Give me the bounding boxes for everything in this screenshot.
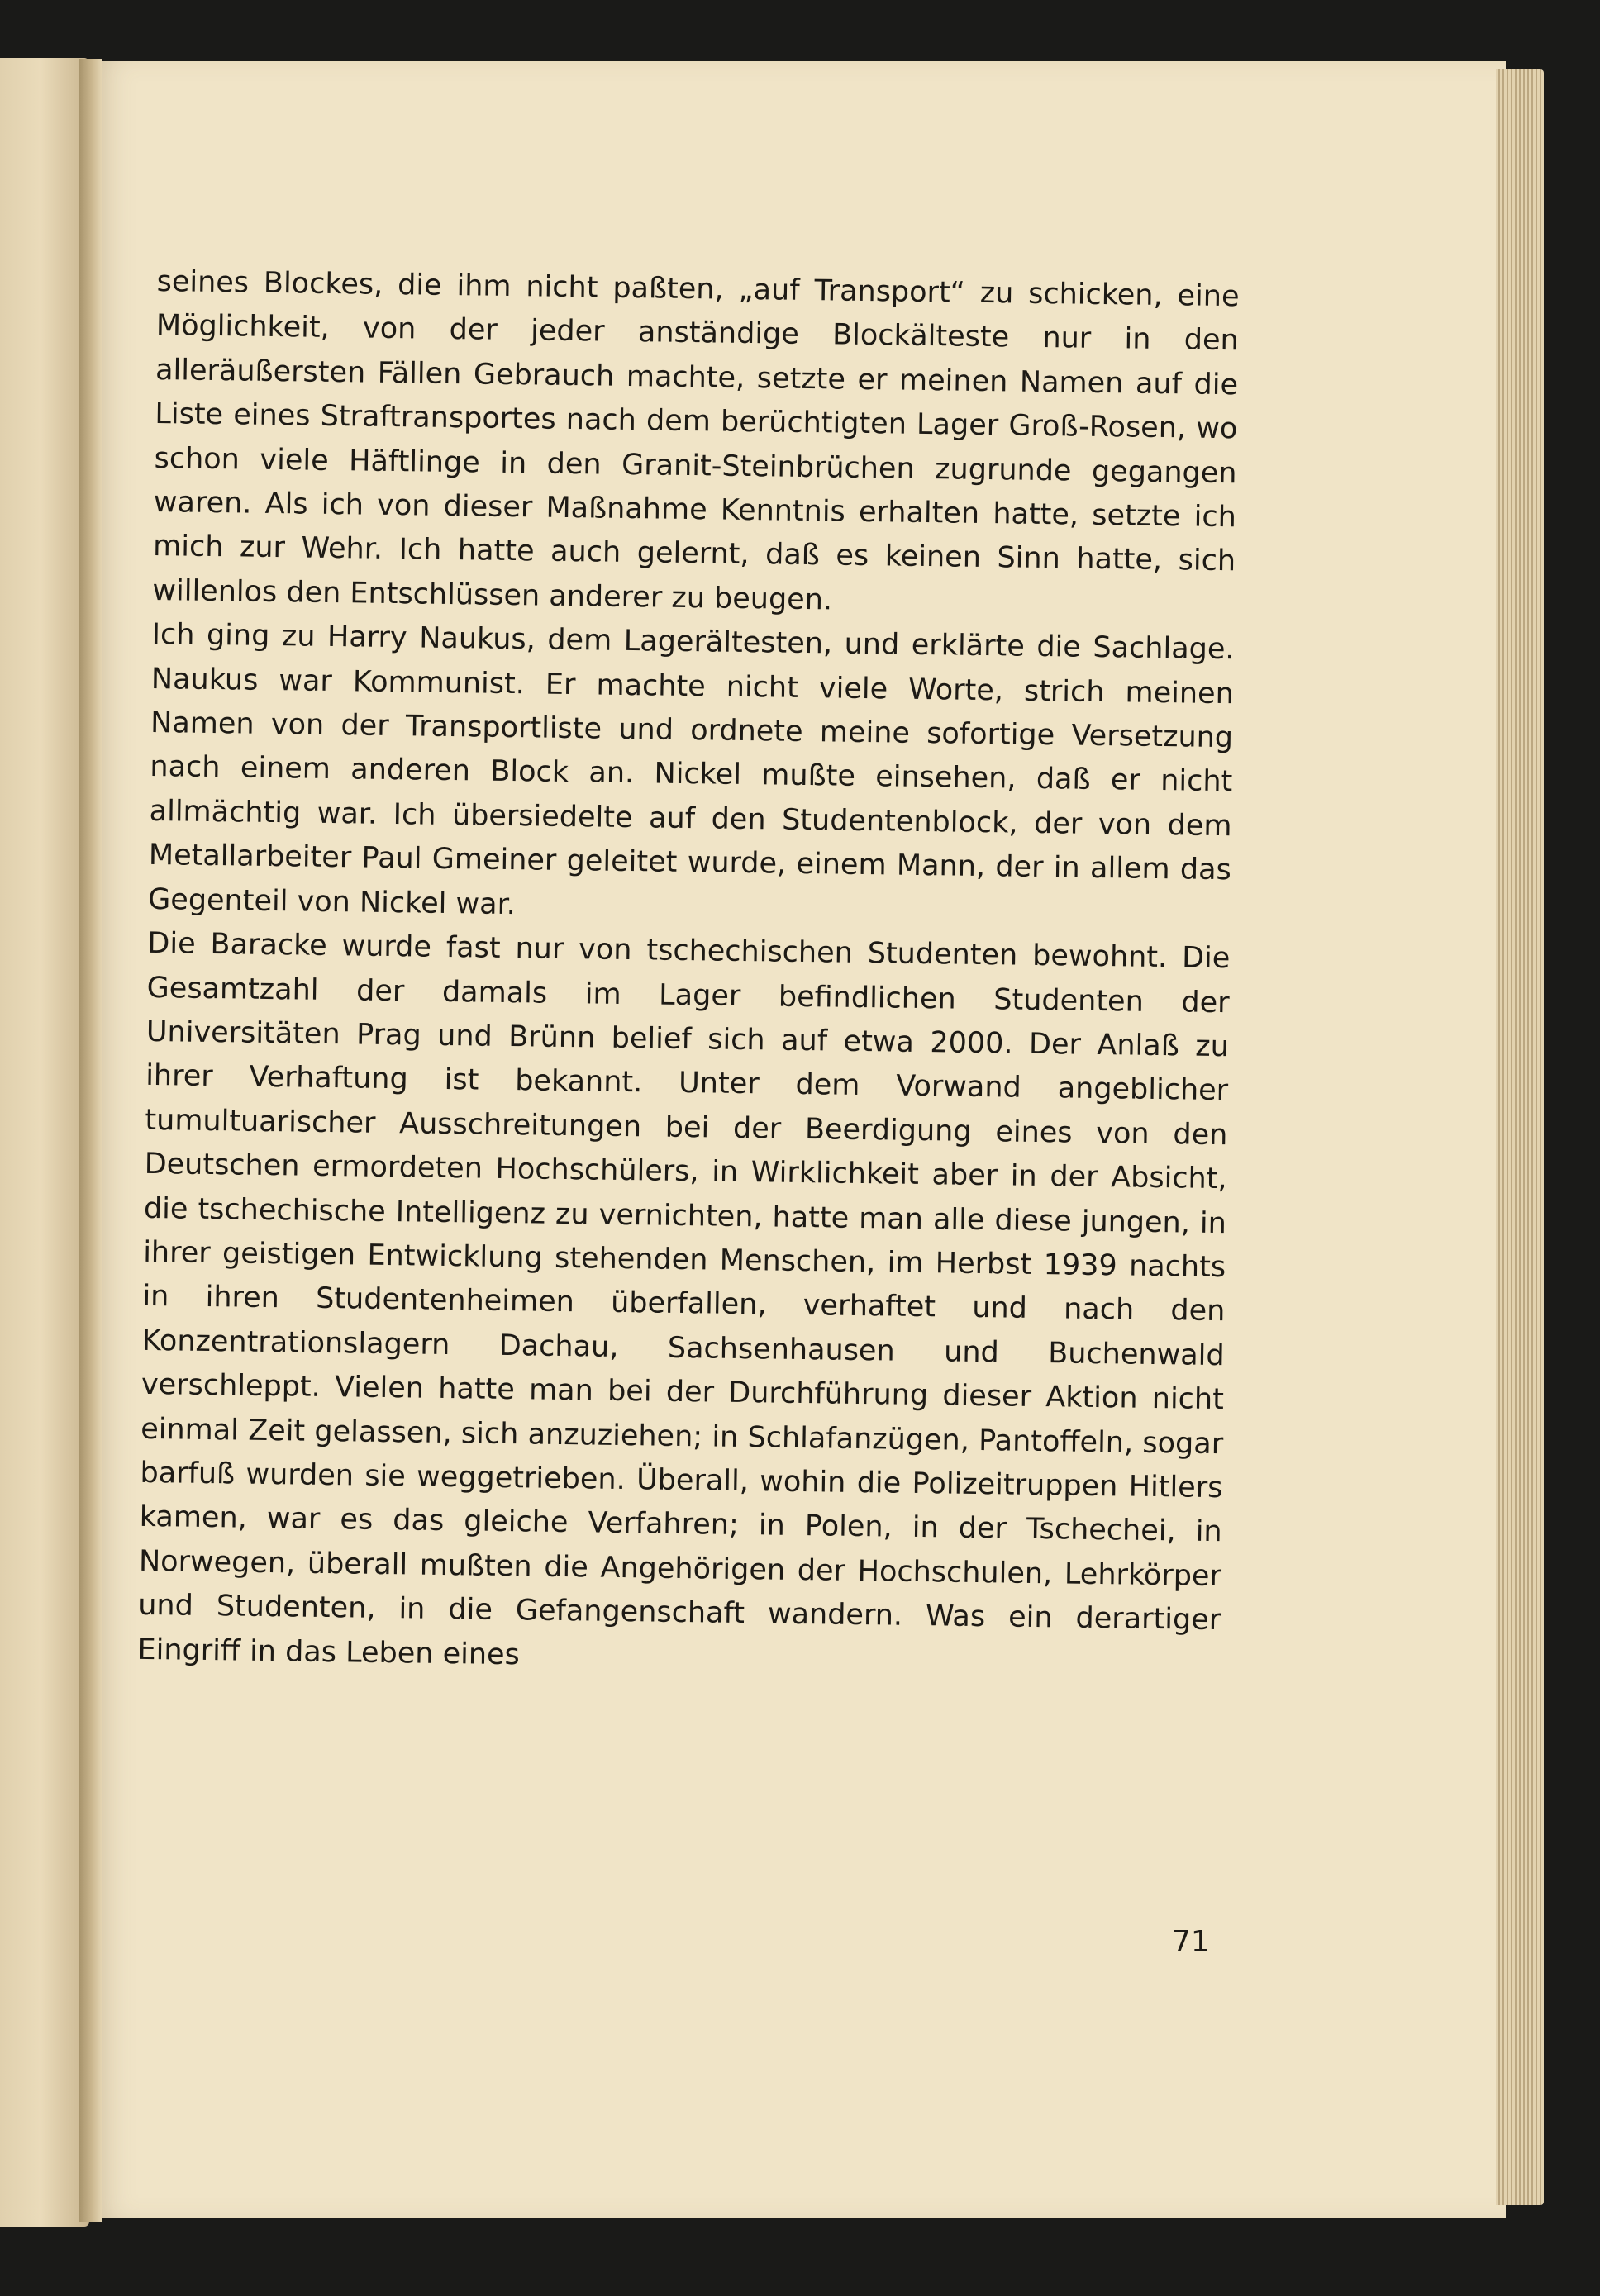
left-page-edge bbox=[0, 58, 89, 2227]
book-gutter bbox=[79, 59, 102, 2222]
page-stack-edges bbox=[1496, 69, 1544, 2205]
paragraph-1: seines Blockes, die ihm nicht paßten, „auf Transport“ zu schicken, eine Möglichkeit, von der jeder anständige Blockälteste nur in den alleräußersten Fällen Gebrauch machte, setzte er meinen Namen auf die Liste eines Straftransportes nach dem berüchtigten Lager Groß-Rosen, wo schon viele Häftlinge in den Granit-Steinbrüchen zugrunde gegangen waren. Als ich von dieser Maßnahme Kenntnis erhalten hatte, setzte ich mich zur Wehr. Ich hatte auch gelernt, daß es keinen Sinn hatte, sich willenlos den Entschlüssen anderer zu beugen. bbox=[152, 264, 1240, 617]
paragraph-2: Ich ging zu Harry Naukus, dem Lagerältesten, und erklärte die Sachlage. Naukus war Kommunist. Er machte nicht viele Worte, strich meinen Namen von der Transportliste und ordnete meine sofortige Versetzung nach einem anderen Block an. Nickel mußte einsehen, daß er nicht allmächtig war. Ich übersiedelte auf den Studentenblock, der von dem Metallarbeiter Paul Gmeiner geleitet wurde, einem Mann, der in allem das Gegenteil von Nickel war. bbox=[147, 618, 1235, 921]
paragraph-3: Die Baracke wurde fast nur von tschechischen Studenten bewohnt. Die Gesamtzahl der damals im Lager befindlichen Studenten der Universitäten Prag und Brünn belief sich auf etwa 2000. Der Anlaß zu ihrer Verhaftung ist bekannt. Unter dem Vorwand angeblicher tumultuarischer Ausschreitungen bei der Beerdigung eines von den Deutschen ermordeten Hochschülers, in Wirklichkeit aber in der Absicht, die tschechische Intelligenz zu vernichten, hatte man alle diese jungen, in ihrer geistigen Entwicklung stehenden Menschen, im Herbst 1939 nachts in ihren Studentenheimen überfallen, verhaftet und nach den Konzentrationslagern Dachau, Sachsenhausen und Buchenwald verschleppt. Vielen hatte man bei der Durchführung dieser Aktion nicht einmal Zeit gelassen, sich anzuziehen; in Schlafanzügen, Pantoffeln, sogar barfuß wurden sie weggetrieben. Überall, wohin die Polizeitruppen Hitlers kamen, war es das gleiche Verfahren; in Polen, in der Tschechei, in Norwegen, überall mußten die Angehörigen der Hochschulen, Lehrkörper und Studenten, in die Gefangenschaft wandern. Was ein derartiger Eingriff in das Leben eines bbox=[137, 927, 1231, 1671]
body-text bbox=[137, 260, 1240, 1687]
page-number: 71 bbox=[1172, 1925, 1210, 1959]
